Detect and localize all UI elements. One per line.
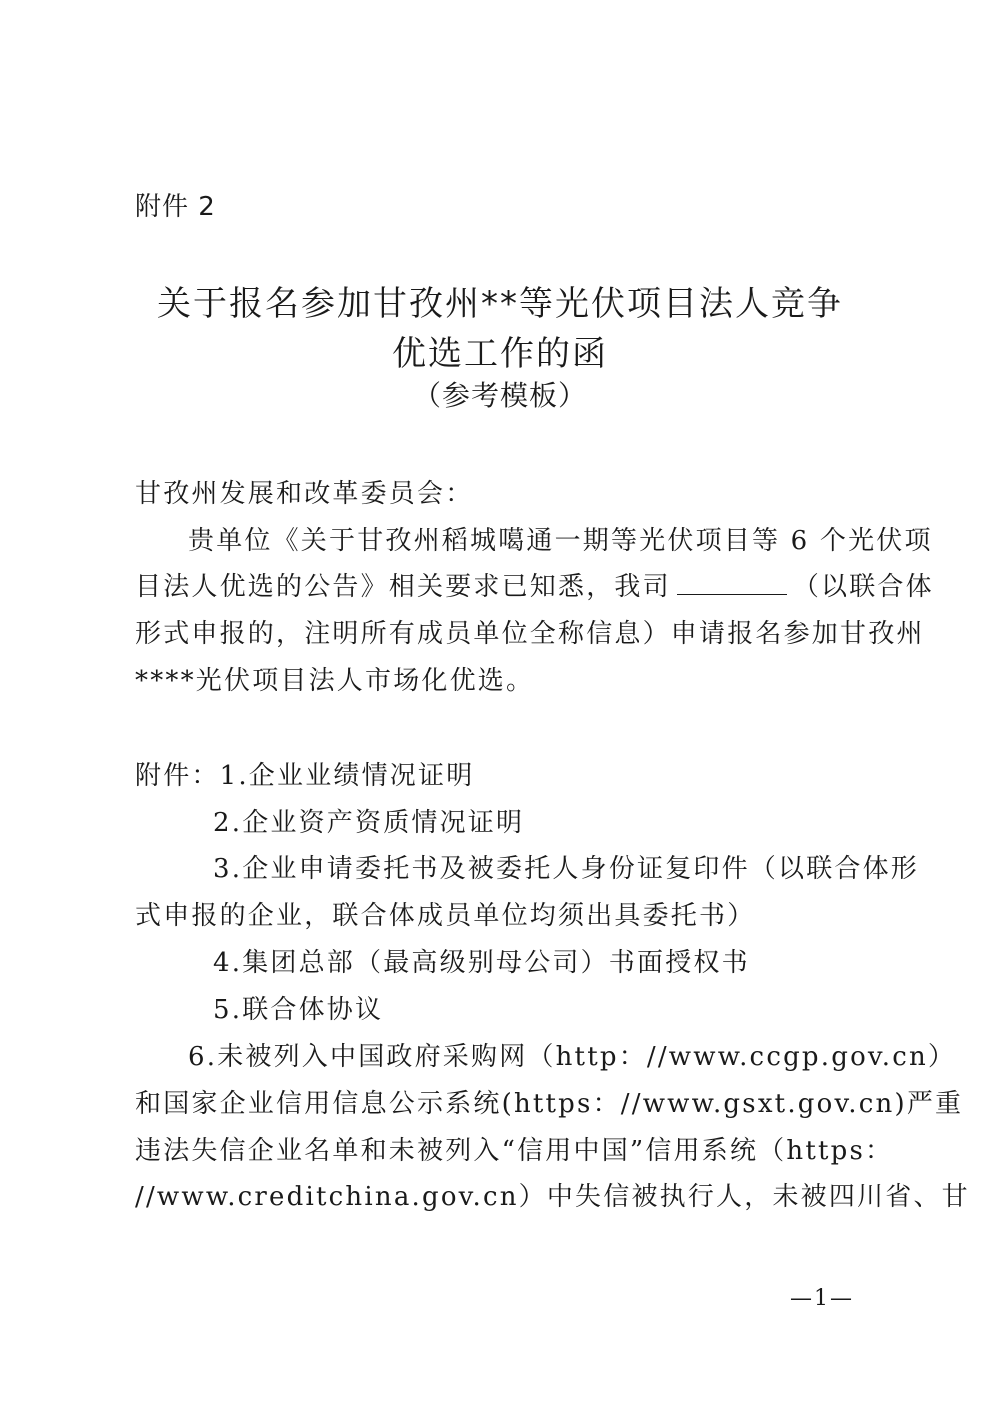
- attachment-3-line-2: 式申报的企业，联合体成员单位均须出具委托书）: [135, 901, 756, 931]
- attachment-5: 5.联合体协议: [213, 995, 384, 1025]
- document-title-line-1: 关于报名参加甘孜州**等光伏项目法人竞争: [157, 284, 843, 324]
- document-subtitle: （参考模板）: [412, 379, 587, 412]
- salutation: 甘孜州发展和改革委员会：: [135, 479, 474, 509]
- body-line-2-text-b: （以联合体: [792, 572, 934, 602]
- annex-label: 附件 2: [135, 192, 216, 222]
- attachment-6-line-2: 和国家企业信用信息公示系统(https：//www.gsxt.gov.cn)严重: [135, 1089, 964, 1119]
- body-line-4: ****光伏项目法人市场化优选。: [135, 666, 535, 696]
- body-line-2: [135, 566, 934, 603]
- attachment-1: 附件：1.企业业绩情况证明: [135, 761, 475, 791]
- body-line-1: 贵单位《关于甘孜州稻城噶通一期等光伏项目等 6 个光伏项: [188, 526, 933, 556]
- document-title-line-2: 优选工作的函: [392, 334, 608, 374]
- body-line-3: 形式申报的，注明所有成员单位全称信息）申请报名参加甘孜州: [135, 619, 925, 649]
- page-number: —1—: [790, 1286, 854, 1311]
- attachment-6-line-3: 违法失信企业名单和未被列入“信用中国”信用系统（https：: [135, 1136, 894, 1166]
- attachment-4: 4.集团总部（最高级别母公司）书面授权书: [213, 948, 750, 978]
- body-line-2-text-a: 目法人优选的公告》相关要求已知悉，我司: [135, 572, 671, 602]
- attachment-6-line-1: 6.未被列入中国政府采购网（http：//www.ccgp.gov.cn）: [188, 1042, 957, 1072]
- attachment-6-line-4: //www.creditchina.gov.cn）中失信被执行人，未被四川省、甘: [135, 1182, 970, 1212]
- attachment-2: 2.企业资产资质情况证明: [213, 808, 525, 838]
- attachment-3-line-1: 3.企业申请委托书及被委托人身份证复印件（以联合体形: [213, 854, 920, 884]
- company-name-blank: [677, 572, 787, 595]
